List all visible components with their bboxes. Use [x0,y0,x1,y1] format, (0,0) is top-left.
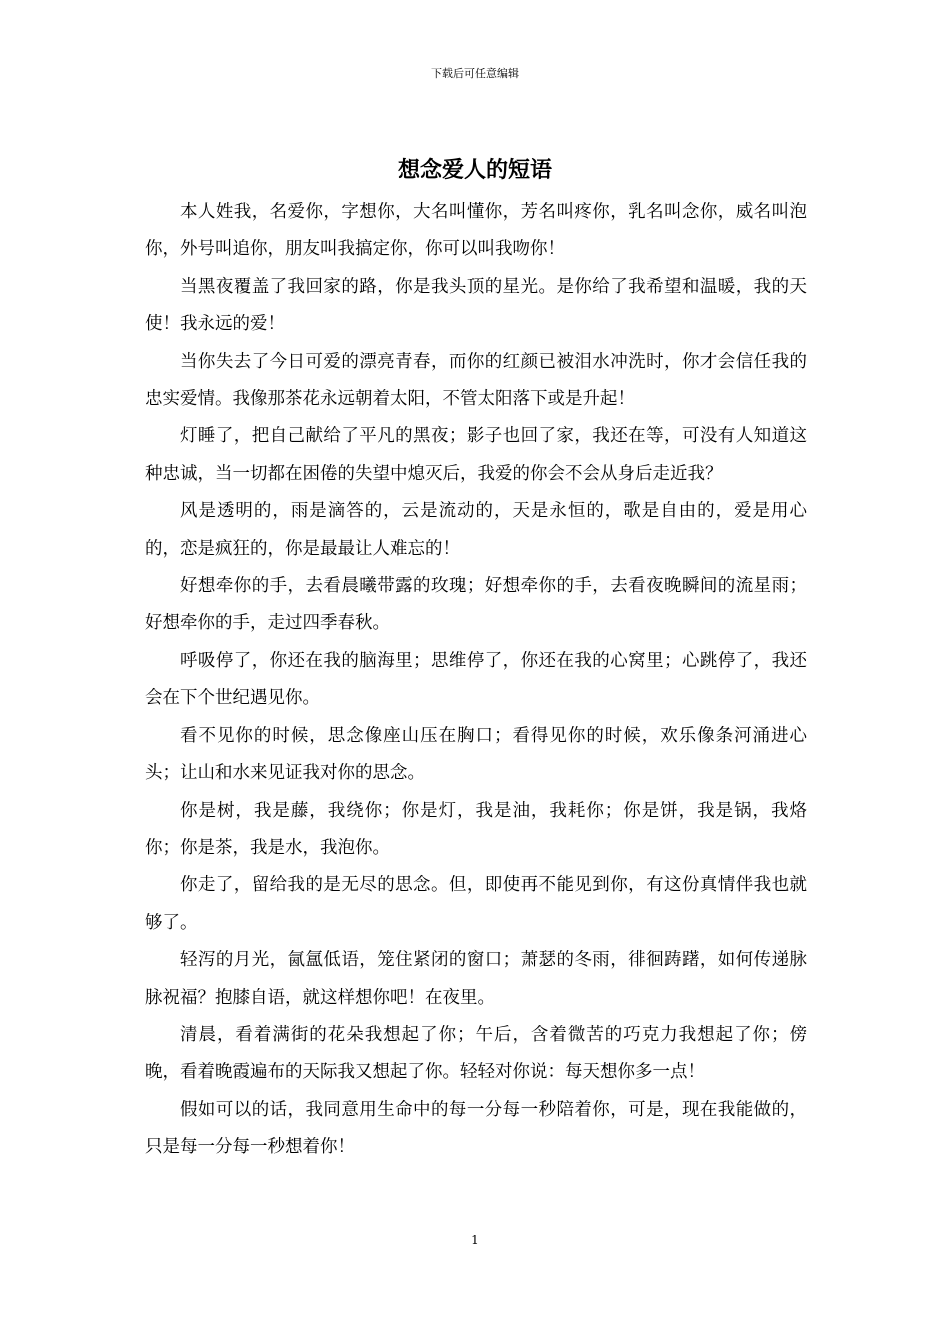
paragraph-9: 你是树，我是藤，我绕你；你是灯，我是油，我耗你；你是饼，我是锅，我烙你；你是茶，我是水，我泡你。 [145,800,807,858]
paragraph-8: 看不见你的时候，思念像座山压在胸口；看得见你的时候，欢乐像条河涌进心头；让山和水来见证我对你的思念。 [145,725,807,784]
paragraph-1: 本人姓我，名爱你，字想你，大名叫懂你，芳名叫疼你，乳名叫念你，威名叫泡你，外号叫追你，朋友叫我搞定你，你可以叫我吻你！ [145,202,807,260]
paragraph-12: 清晨，看着满街的花朵我想起了你；午后，含着微苦的巧克力我想起了你；傍晚，看着晚霞遍布的天际我又想起了你。轻轻对你说：每天想你多一点！ [145,1024,807,1083]
page-number: 1 [471,1233,479,1247]
document-body [145,194,807,1167]
paragraph-4: 灯睡了，把自己献给了平凡的黑夜；影子也回了家，我还在等，可没有人知道这种忠诚，当一切都在困倦的失望中熄灭后，我爱的你会不会从身后走近我？ [145,426,807,484]
page-header: 下载后可任意编辑 [431,67,519,80]
paragraph-10: 你走了，留给我的是无尽的思念。但，即使再不能见到你，有这份真情伴我也就够了。 [145,875,807,933]
paragraph-2: 当黑夜覆盖了我回家的路，你是我头顶的星光。是你给了我希望和温暖，我的天使！我永远的爱！ [145,276,807,335]
paragraph-11: 轻泻的月光，氤氲低语，笼住紧闭的窗口；萧瑟的冬雨，徘徊踌躇，如何传递脉脉祝福？抱膝自语，就这样想你吧！在夜里。 [145,950,807,1008]
paragraph-6: 好想牵你的手，去看晨曦带露的玫瑰；好想牵你的手，去看夜晚瞬间的流星雨；好想牵你的手，走过四季春秋。 [145,576,807,634]
paragraph-13: 假如可以的话，我同意用生命中的每一分每一秒陪着你，可是，现在我能做的，只是每一分每一秒想着你！ [145,1099,807,1158]
paragraph-3: 当你失去了今日可爱的漂亮青春，而你的红颜已被泪水冲洗时，你才会信任我的忠实爱情。我像那茶花永远朝着太阳，不管太阳落下或是升起！ [145,351,807,410]
paragraph-5: 风是透明的，雨是滴答的，云是流动的，天是永恒的，歌是自由的，爱是用心的，恋是疯狂的，你是最最让人难忘的！ [145,501,807,559]
document-title: 想念爱人的短语 [397,157,552,183]
paragraph-7: 呼吸停了，你还在我的脑海里；思维停了，你还在我的心窝里；心跳停了，我还会在下个世纪遇见你。 [145,650,807,709]
